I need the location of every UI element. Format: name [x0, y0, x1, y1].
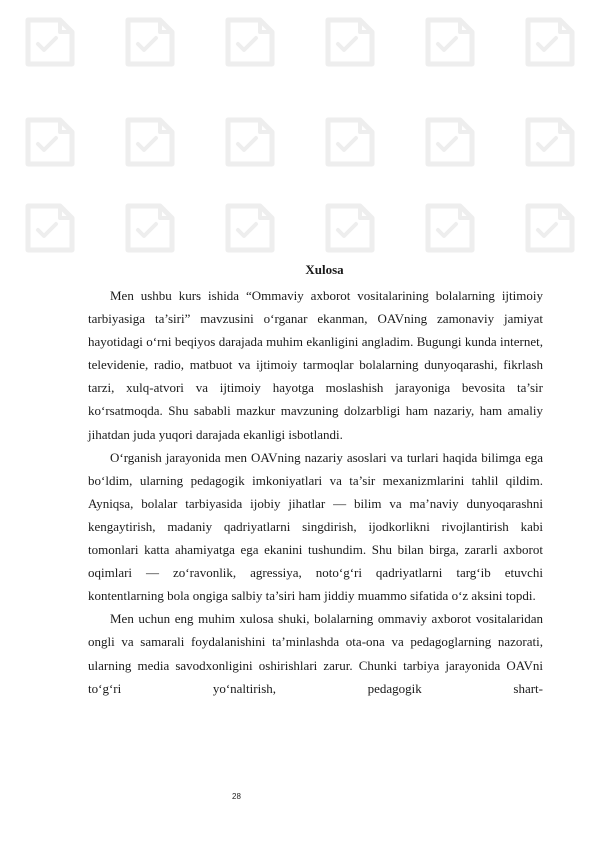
- document-watermark-icon: [222, 114, 278, 170]
- document-watermark-icon: [222, 200, 278, 256]
- document-watermark-icon: [122, 200, 178, 256]
- document-watermark-icon: [22, 114, 78, 170]
- watermark-row-bottom: [0, 200, 595, 260]
- document-watermark-icon: [522, 200, 578, 256]
- document-body: [88, 262, 543, 700]
- document-watermark-icon: [422, 114, 478, 170]
- watermark-row-middle: [0, 114, 595, 174]
- page-title: Xulosa: [305, 262, 344, 277]
- document-watermark-icon: [522, 114, 578, 170]
- document-watermark-icon: [122, 114, 178, 170]
- document-watermark-icon: [422, 14, 478, 70]
- document-watermark-icon: [22, 200, 78, 256]
- paragraph-1: Men ushbu kurs ishida “Ommaviy axborot vositalarining bolalarning ijtimoiy tarbiyasiga ta’siri” mavzusini o‘rganar ekanman, OAVning zamonaviy jamiyat hayotidagi o‘rni beqiyos darajada muhim ekanligini angladim. Bugungi kunda internet, televidenie, radio, matbuot va ijtimoiy tarmoqlar bolalarning dunyoqarashi, fikrlash tarzi, xulq-atvori va ijtimoiy hayotga moslashish jarayoniga bevosita ta’sir ko‘rsatmoqda. Shu sababli mazkur mavzuning dolzarbligi ham nazariy, ham amaliy jihatdan juda yuqori darajada ekanligi isbotlandi.: [88, 288, 543, 442]
- document-watermark-icon: [422, 200, 478, 256]
- document-watermark-icon: [322, 14, 378, 70]
- document-watermark-icon: [522, 14, 578, 70]
- document-watermark-icon: [322, 200, 378, 256]
- watermark-row-top: [0, 14, 595, 74]
- paragraph-3: Men uchun eng muhim xulosa shuki, bolalarning ommaviy axborot vositalaridan ongli va samarali foydalanishini ta’minlashda ota-ona va pedagoglarning nazorati, ularning media savodxonligini oshirishlari zarur. Chunki tarbiya jarayonida OAVni to‘g‘ri yo‘naltirish, pedagogik shart-: [88, 611, 543, 696]
- document-watermark-icon: [22, 14, 78, 70]
- page-number: 28: [232, 792, 241, 801]
- document-watermark-icon: [222, 14, 278, 70]
- document-watermark-icon: [322, 114, 378, 170]
- document-watermark-icon: [122, 14, 178, 70]
- paragraph-2: O‘rganish jarayonida men OAVning nazariy asoslari va turlari haqida bilimga ega bo‘ldim, ularning pedagogik imkoniyatlari va ta’sir mexanizmlarini tahlil qildim. Ayniqsa, bolalar tarbiyasida ijobiy jihatlar — bilim va ma’naviy dunyoqarashni kengaytirish, madaniy qadriyatlarni singdirish, ijodkorlikni rivojlantirish kabi tomonlari katta ahamiyatga ega ekanini tushundim. Shu bilan birga, zararli axborot oqimlari — zo‘ravonlik, agressiya, noto‘g‘ri qadriyatlarni targ‘ib etuvchi kontentlarning bola ongiga salbiy ta’siri ham jiddiy muammo sifatida o‘z aksini topdi.: [88, 449, 543, 604]
